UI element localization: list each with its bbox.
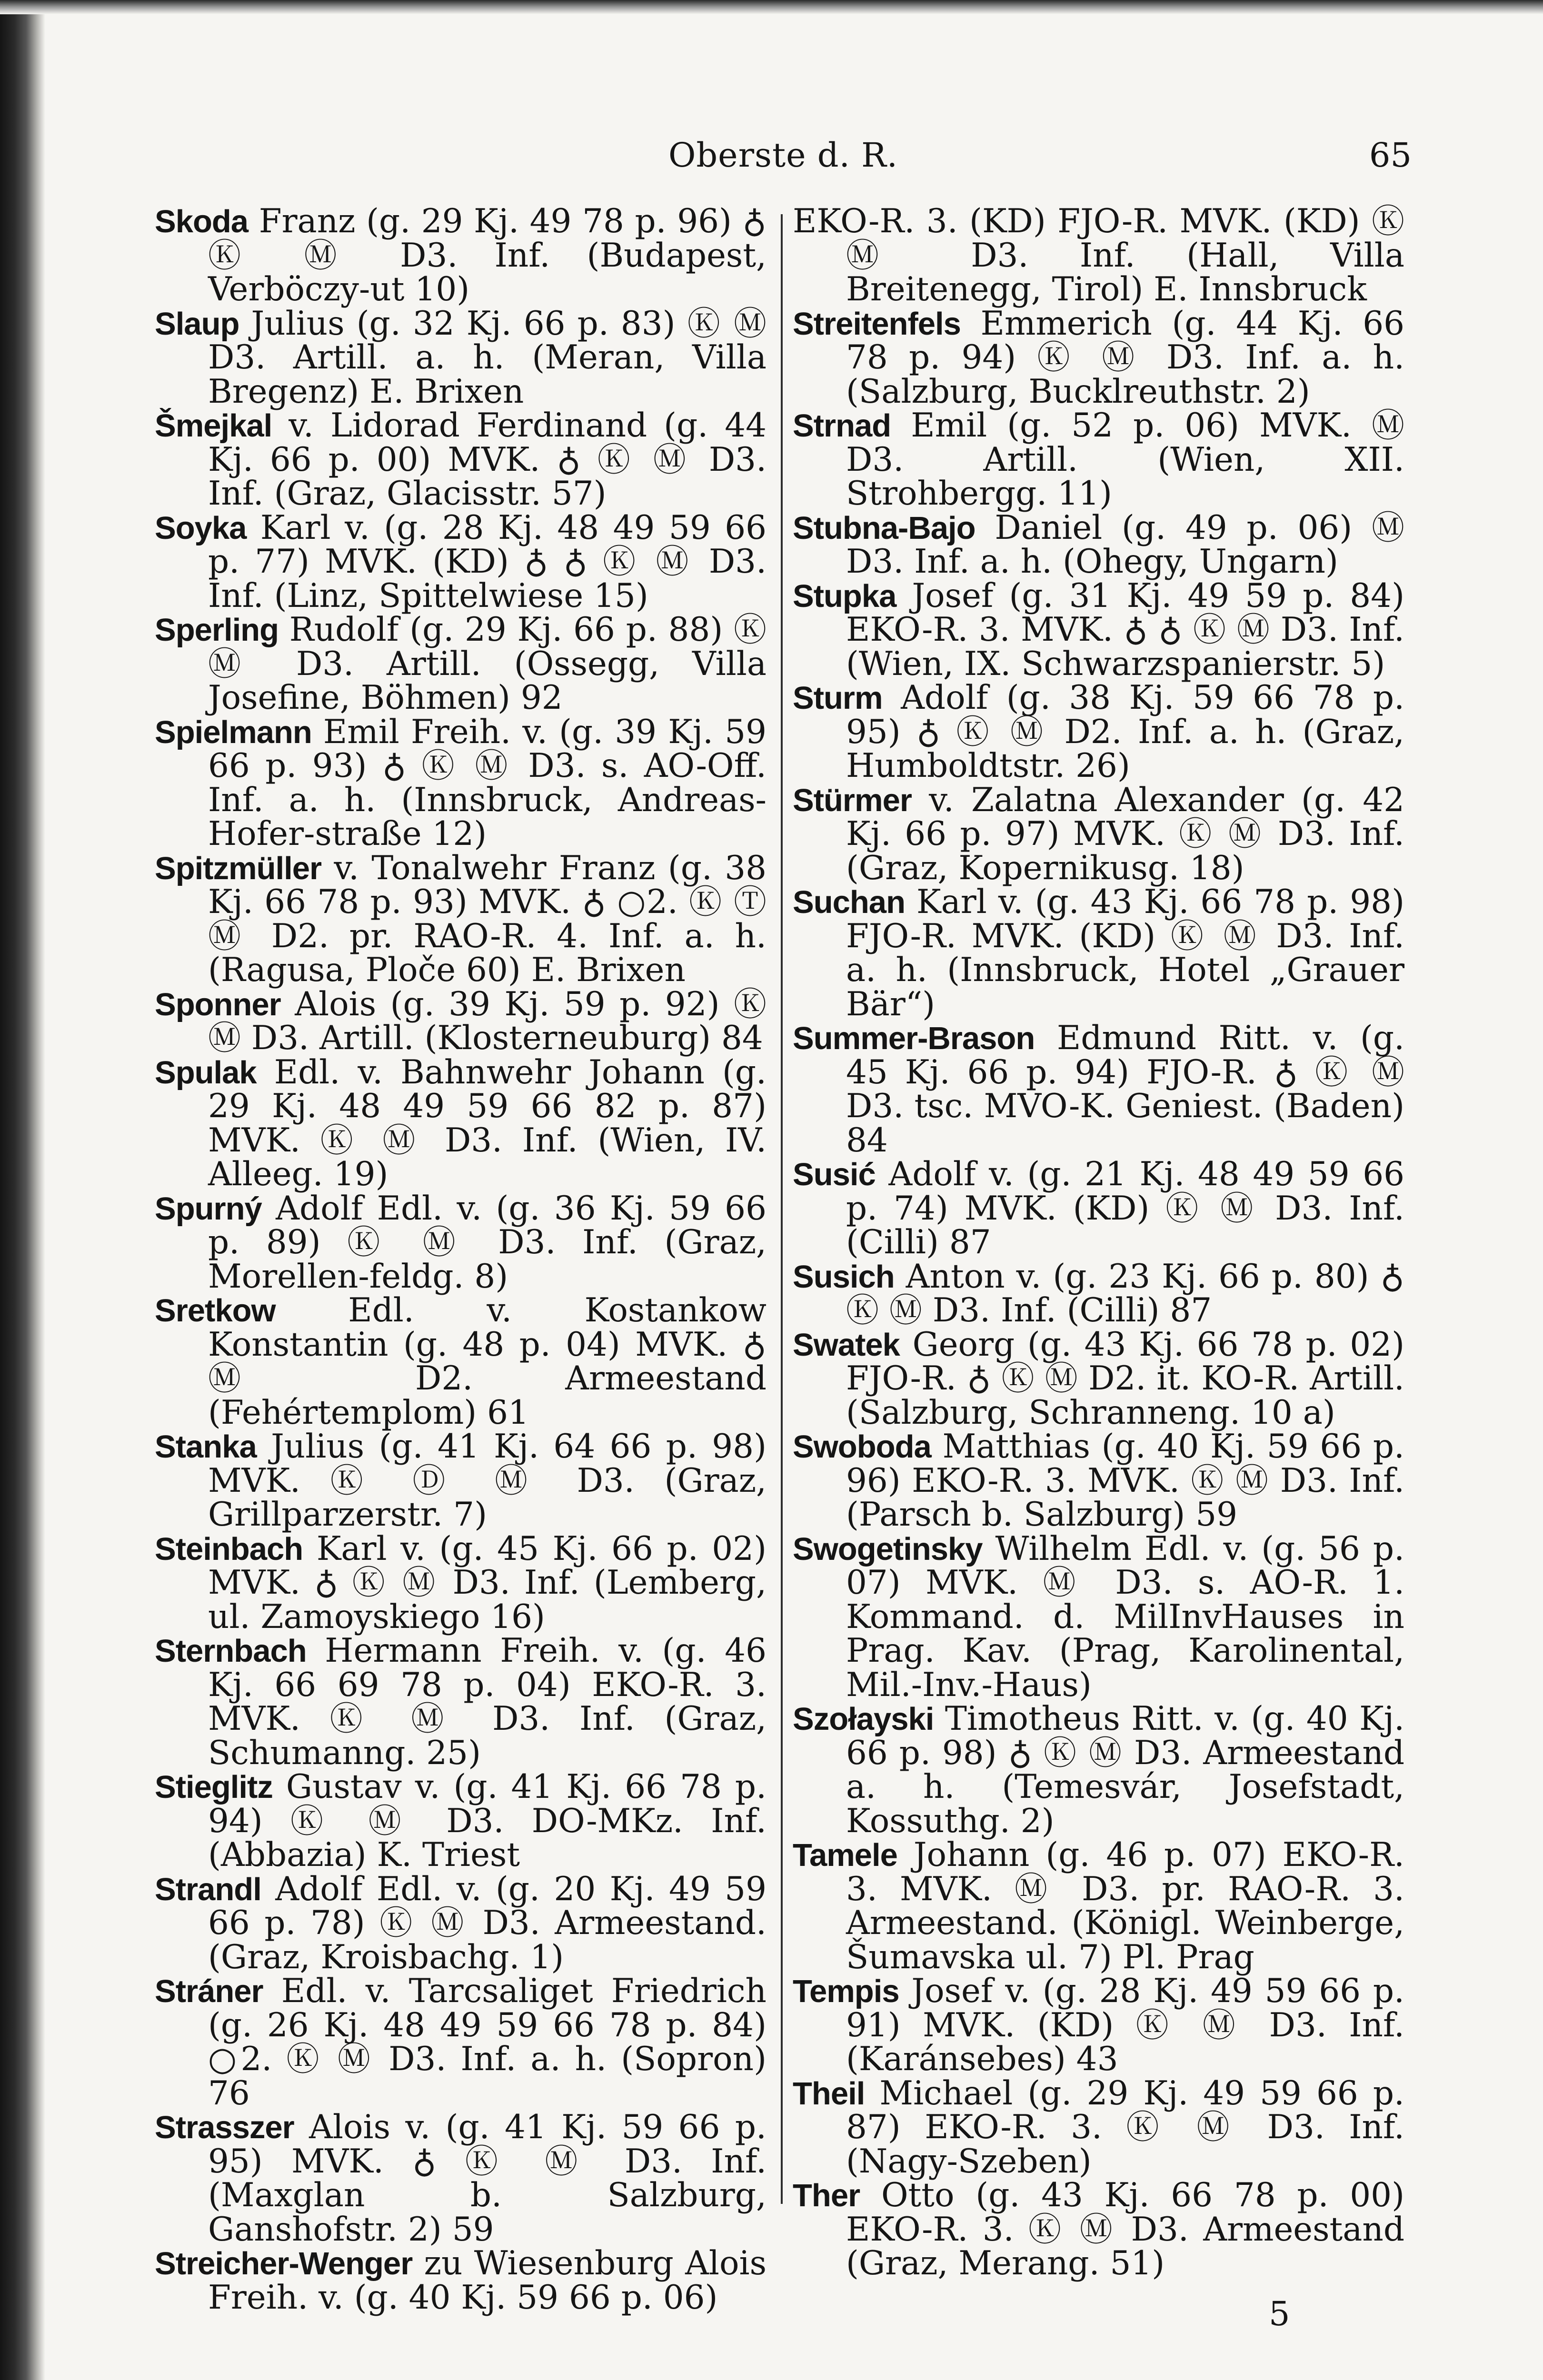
entry-details: Georg (g. 43 Kj. 66 78 p. 02) FJO-R. ♁ Ⓚ Ⓜ D2. it. KO-R. Artill. (Salzburg, Schranneng. 10 a) [846, 1325, 1404, 1432]
directory-entry [155, 1870, 767, 1976]
entry-details: Emil (g. 52 p. 06) MVK. Ⓜ D3. Artill. (Wien, XII. Strohbergg. 11) [846, 407, 1404, 513]
entry-surname: Tempis [793, 1973, 899, 2009]
entry-details: Franz (g. 29 Kj. 49 78 p. 96) ♁ Ⓚ Ⓜ D3. Inf. (Budapest, Verböczy-ut 10) [208, 202, 767, 308]
entry-details: Karl v. (g. 28 Kj. 48 49 59 66 p. 77) MVK. (KD) ♁ ♁ Ⓚ Ⓜ D3. Inf. (Linz, Spittelwiese 15) [208, 508, 767, 615]
entry-surname: Stubna-Bajo [793, 510, 976, 546]
entry-details: Adolf (g. 38 Kj. 59 66 78 p. 95) ♁ Ⓚ Ⓜ D2. Inf. a. h. (Graz, Humboldtstr. 26) [846, 679, 1404, 785]
entry-surname: Streicher-Wenger [155, 2246, 413, 2281]
directory-entry [793, 783, 1404, 886]
entry-details: Gustav v. (g. 41 Kj. 66 78 p. 94) Ⓚ Ⓜ D3. DO-MKz. Inf. (Abbazia) K. Triest [208, 1768, 767, 1874]
entry-details: Matthias (g. 40 Kj. 59 66 p. 96) EKO-R. 3. MVK. Ⓚ Ⓜ D3. Inf. (Parsch b. Salzburg) 59 [846, 1428, 1404, 1534]
directory-entry [793, 1021, 1404, 1158]
right-column [793, 202, 1404, 2282]
entry-details: v. Tonalwehr Franz (g. 38 Kj. 66 78 p. 93) MVK. ♁ ○2. Ⓚ Ⓣ Ⓜ D2. pr. RAO-R. 4. Inf. a. h. (Ragusa, Ploče 60) E. Brixen [208, 849, 767, 989]
entry-details: Hermann Freih. v. (g. 46 Kj. 66 69 78 p. 04) EKO-R. 3. MVK. Ⓚ Ⓜ D3. Inf. (Graz, Schumanng. 25) [208, 1632, 767, 1772]
directory-entry [155, 849, 767, 989]
entry-details: v. Zalatna Alexander (g. 42 Kj. 66 p. 97) MVK. Ⓚ Ⓜ D3. Inf. (Graz, Kopernikusg. 18) [846, 781, 1404, 887]
directory-entry [155, 508, 767, 615]
entry-surname: Spielmann [155, 714, 312, 750]
entry-details: Edl. v. Kostankow Konstantin (g. 48 p. 04) MVK. ♁ Ⓜ D2. Armeestand (Fehértemplom) 61 [208, 1291, 767, 1432]
entry-details: Edl. v. Tarcsaliget Friedrich (g. 26 Kj. 48 49 59 66 78 p. 84) ○2. Ⓚ Ⓜ D3. Inf. a. h. (Sopron) 76 [208, 1972, 767, 2112]
entry-details: Anton v. (g. 23 Kj. 66 p. 80) ♁ Ⓚ Ⓜ D3. Inf. (Cilli) 87 [846, 1257, 1404, 1329]
directory-entry [793, 2176, 1404, 2282]
entry-surname: Suchan [793, 884, 905, 920]
entry-surname: Stupka [793, 578, 896, 614]
entry-surname: Strnad [793, 408, 891, 444]
running-header [155, 136, 1412, 188]
entry-details: Johann (g. 46 p. 07) EKO-R. 3. MVK. Ⓜ D3. pr. RAO-R. 3. Armeestand. (Königl. Weinberge, Šumavska ul. 7) Pl. Prag [846, 1836, 1404, 1976]
entry-surname: Strasszer [155, 2110, 294, 2145]
entry-surname: Šmejkal [155, 408, 272, 444]
directory-entry [793, 885, 1404, 1021]
entry-surname: Stieglitz [155, 1769, 273, 1805]
entry-details: Rudolf (g. 29 Kj. 66 p. 88) Ⓚ Ⓜ D3. Artill. (Ossegg, Villa Josefine, Böhmen) 92 [208, 611, 767, 717]
column-divider [781, 214, 783, 2204]
entry-details: Adolf Edl. v. (g. 20 Kj. 49 59 66 p. 78) Ⓚ Ⓜ D3. Armeestand. (Graz, Kroisbachg. 1) [208, 1870, 767, 1976]
directory-entry [155, 1189, 767, 1296]
directory-entry [793, 1257, 1404, 1329]
page-number: 65 [1369, 136, 1412, 175]
entry-surname: Slaup [155, 306, 239, 342]
entry-details: zu Wiesenburg Alois Freih. v. (g. 40 Kj. 59 66 p. 06) [208, 2244, 767, 2317]
entry-details: Adolf v. (g. 21 Kj. 48 49 59 66 p. 74) MVK. (KD) Ⓚ Ⓜ D3. Inf. (Cilli) 87 [846, 1155, 1404, 1261]
entry-details: Wilhelm Edl. v. (g. 56 p. 07) MVK. Ⓜ D3. s. AO-R. 1. Kommand. d. MilInvHauses in Prag. Kav. (Prag, Karolinental, Mil.-Inv.-Haus) [846, 1529, 1404, 1704]
entry-surname: Susich [793, 1259, 895, 1295]
directory-entry [793, 1974, 1404, 2077]
entry-surname: Spitzmüller [155, 850, 322, 886]
entry-details: Michael (g. 29 Kj. 49 59 66 p. 87) EKO-R. 3. Ⓚ Ⓜ D3. Inf. (Nagy-Szeben) [846, 2074, 1404, 2181]
entry-details: Julius (g. 41 Kj. 64 66 p. 98) MVK. Ⓚ Ⓓ Ⓜ D3. (Graz, Grillparzerstr. 7) [208, 1428, 767, 1534]
entry-surname: Strandl [155, 1871, 261, 1907]
entry-details: v. Lidorad Ferdinand (g. 44 Kj. 66 p. 00) MVK. ♁ Ⓚ Ⓜ D3. Inf. (Graz, Glacisstr. 57) [208, 407, 767, 513]
entry-surname: Sperling [155, 612, 279, 648]
entry-surname: Soyka [155, 510, 247, 546]
directory-entry [793, 1430, 1404, 1532]
entry-details: Alois (g. 39 Kj. 59 p. 92) Ⓚ Ⓜ D3. Artill. (Klosterneuburg) 84 [208, 985, 767, 1057]
top-edge-shadow [0, 0, 1543, 14]
entry-details: Edmund Ritt. v. (g. 45 Kj. 66 p. 94) FJO-R. ♁ Ⓚ Ⓜ D3. tsc. MVO-K. Geniest. (Baden) 84 [846, 1019, 1404, 1160]
directory-entry [155, 2108, 767, 2249]
signature-mark: 5 [1269, 2294, 1290, 2333]
entry-details: Julius (g. 32 Kj. 66 p. 83) Ⓚ Ⓜ D3. Artill. a. h. (Meran, Villa Bregenz) E. Brixen [208, 304, 767, 411]
entry-details: Josef v. (g. 28 Kj. 49 59 66 p. 91) MVK. (KD) Ⓚ Ⓜ D3. Inf. (Karánsebes) 43 [846, 1972, 1404, 2078]
directory-entry [793, 1529, 1404, 1704]
entry-details: Karl v. (g. 43 Kj. 66 78 p. 98) FJO-R. MVK. (KD) Ⓚ Ⓜ D3. Inf. a. h. (Innsbruck, Hotel „Grauer Bär“) [846, 883, 1404, 1023]
entry-details: Emmerich (g. 44 Kj. 66 78 p. 94) Ⓚ Ⓜ D3. Inf. a. h. (Salzburg, Bucklreuthstr. 2) [846, 304, 1404, 411]
entry-details: Otto (g. 43 Kj. 66 78 p. 00) EKO-R. 3. Ⓚ Ⓜ D3. Armeestand (Graz, Merang. 51) [846, 2176, 1404, 2282]
entry-surname: Susić [793, 1157, 876, 1192]
entry-surname: Stürmer [793, 782, 912, 818]
directory-entry [793, 2074, 1404, 2181]
entry-surname: Swatek [793, 1327, 900, 1363]
entry-surname: Swogetinsky [793, 1531, 983, 1567]
entry-details: Daniel (g. 49 p. 06) Ⓜ D3. Inf. a. h. (Ohegy, Ungarn) [846, 508, 1404, 581]
directory-entry [155, 1430, 767, 1532]
directory-entry [155, 1770, 767, 1873]
binding-shadow [0, 0, 45, 2380]
directory-entry [155, 613, 767, 715]
directory-entry [793, 304, 1404, 411]
directory-entry [793, 681, 1404, 783]
entry-surname: Steinbach [155, 1531, 303, 1567]
entry-surname: Szołayski [793, 1701, 934, 1737]
entry-surname: Skoda [155, 204, 249, 239]
directory-entry [155, 1529, 767, 1636]
entry-surname: Ther [793, 2178, 860, 2213]
entry-surname: Streitenfels [793, 306, 961, 342]
directory-entry [793, 1155, 1404, 1261]
directory-entry [793, 1838, 1404, 1974]
directory-entry [155, 1974, 767, 2111]
entry-surname: Sponner [155, 986, 281, 1022]
header-title: Oberste d. R. [668, 136, 898, 175]
entry-surname: Spurný [155, 1190, 262, 1227]
entry-details: Josef (g. 31 Kj. 49 59 p. 84) EKO-R. 3. MVK. ♁ ♁ Ⓚ Ⓜ D3. Inf. (Wien, IX. Schwarzspanierstr. 5) [846, 576, 1404, 683]
directory-entry [155, 1634, 767, 1770]
entry-details: Alois v. (g. 41 Kj. 59 66 p. 95) MVK. ♁ Ⓚ Ⓜ D3. Inf. (Maxglan b. Salzburg, Ganshofstr. 2) 59 [208, 2108, 767, 2249]
entry-details: Emil Freih. v. (g. 39 Kj. 59 66 p. 93) ♁ Ⓚ Ⓜ D3. s. AO-Off. Inf. a. h. (Innsbruck, Andreas-Hofer-straße 12) [208, 713, 767, 853]
directory-entry [793, 1325, 1404, 1432]
directory-entry [793, 576, 1404, 683]
directory-entry [155, 985, 767, 1057]
entry-details: Edl. v. Bahnwehr Johann (g. 29 Kj. 48 49 59 66 82 p. 87) MVK. Ⓚ Ⓜ D3. Inf. (Wien, IV. Alleeg. 19) [208, 1053, 767, 1193]
directory-entry [155, 1053, 767, 1193]
entry-surname: Stráner [155, 1973, 263, 2009]
directory-entry [793, 508, 1404, 581]
entry-details: Karl v. (g. 45 Kj. 66 p. 02) MVK. ♁ Ⓚ Ⓜ D3. Inf. (Lemberg, ul. Zamoyskiego 16) [208, 1529, 767, 1636]
directory-entry [155, 202, 767, 308]
left-column [155, 202, 767, 2317]
directory-entry [155, 715, 767, 852]
entry-surname: Sturm [793, 680, 883, 716]
directory-entry [155, 2244, 767, 2317]
entry-details: EKO-R. 3. (KD) FJO-R. MVK. (KD) Ⓚ Ⓜ D3. Inf. (Hall, Villa Breitenegg, Tirol) E. Innsbruck [793, 202, 1404, 308]
entry-surname: Sretkow [155, 1293, 276, 1329]
entry-surname: Theil [793, 2075, 865, 2112]
entry-surname: Swoboda [793, 1429, 931, 1465]
directory-entry [793, 1702, 1404, 1838]
entry-details: Adolf Edl. v. (g. 36 Kj. 59 66 p. 89) Ⓚ Ⓜ D3. Inf. (Graz, Morellen-feldg. 8) [208, 1189, 767, 1296]
entry-surname: Stanka [155, 1429, 257, 1465]
directory-entry [155, 1291, 767, 1432]
entry-surname: Summer-Brason [793, 1021, 1035, 1056]
directory-entry [793, 409, 1404, 511]
directory-entry [793, 202, 1404, 308]
directory-entry [155, 409, 767, 511]
entry-surname: Sternbach [155, 1633, 307, 1669]
directory-entry [155, 304, 767, 411]
entry-surname: Tamele [793, 1837, 897, 1873]
entry-details: Timotheus Ritt. v. (g. 40 Kj. 66 p. 98) ♁ Ⓚ Ⓜ D3. Armeestand a. h. (Temesvár, Josefstadt, Kossuthg. 2) [846, 1700, 1404, 1840]
entry-surname: Spulak [155, 1054, 257, 1091]
